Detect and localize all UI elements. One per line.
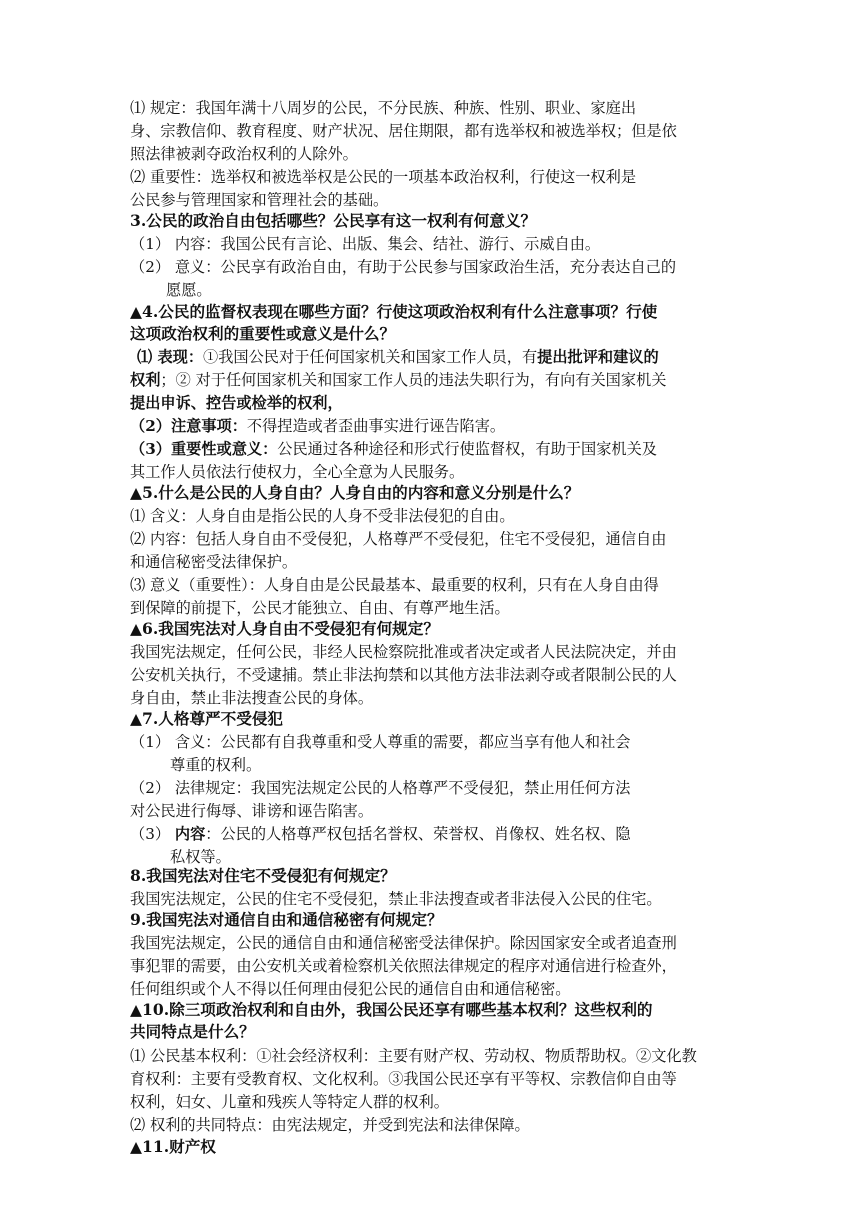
text-segment: 身、宗教信仰、教育程度、财产状况、居住期限，都有选举权和被选举权；但是依 [130, 122, 677, 140]
text-line [130, 641, 677, 663]
text-segment: ⑴ 含义：人身自由是指公民的人身不受非法侵犯的自由。 [130, 507, 515, 525]
text-line [130, 1114, 530, 1136]
text-segment: ⑴ 规定：我国年满十八周岁的公民，不分民族、种族、性别、职业、家庭出 [130, 99, 637, 117]
text-line [130, 1045, 697, 1067]
text-segment: 育权利：主要有受教育权、文化权利。③我国公民还享有平等权、宗教信仰自由等 [130, 1070, 677, 1088]
text-segment: 公民参与管理国家和管理社会的基础。 [130, 191, 389, 209]
text-line [130, 189, 388, 211]
text-line [130, 1068, 677, 1090]
text-line [130, 438, 657, 460]
text-segment: ▲5.什么是公民的人身自由？人身自由的内容和意义分别是什么？ [130, 483, 580, 502]
text-segment: 私权等。 [170, 848, 231, 866]
text-line [130, 505, 515, 527]
text-line [130, 415, 505, 437]
text-line [130, 369, 666, 391]
text-segment: ；② 对于任何国家机关和国家工作人员的违法失职行为，有向有关国家机关 [160, 371, 667, 389]
text-segment: ⑴ 公民基本权利：①社会经济权利：主要有财产权、劳动权、物质帮助权。②文化教 [130, 1047, 697, 1065]
text-segment: 不得捏造或者歪曲事实进行诬告陷害。 [246, 417, 506, 435]
text-segment: 任何组织或个人不得以任何理由侵犯公民的通信自由和通信秘密。 [130, 980, 571, 998]
text-segment: ⑵ 权利的共同特点：由宪法规定，并受到宪法和法律保障。 [130, 1116, 530, 1134]
text-segment: 照法律被剥夺政治权利的人除外。 [130, 145, 358, 163]
text-segment: 公安机关执行，不受逮捕。禁止非法拘禁和以其他方法非法剥夺或者限制公民的人 [130, 666, 677, 684]
question-heading [130, 1021, 255, 1043]
question-heading [130, 708, 283, 730]
bold-text: 提出申诉、控告或检举的权利， [130, 394, 343, 412]
question-heading [130, 210, 536, 232]
text-line [130, 888, 662, 910]
text-segment: 共同特点是什么？ [130, 1022, 255, 1041]
text-line [130, 823, 631, 845]
question-heading [130, 323, 395, 345]
text-segment: ：公民的人格尊严权包括名誉权、荣誉权、肖像权、姓名权、隐 [205, 825, 631, 843]
question-heading [130, 865, 396, 887]
text-line [130, 256, 676, 278]
question-heading [130, 999, 653, 1021]
bold-text: 权利 [130, 371, 161, 389]
text-line [130, 120, 677, 142]
text-line [130, 800, 373, 822]
text-segment: 尊重的权利。 [170, 756, 262, 774]
text-segment: （3） [130, 825, 175, 843]
text-line [130, 664, 677, 686]
question-heading [130, 1136, 216, 1158]
text-segment: 我国宪法规定，公民的住宅不受侵犯，禁止非法搜查或者非法侵入公民的住宅。 [130, 890, 662, 908]
text-segment: ▲7.人格尊严不受侵犯 [130, 709, 284, 728]
text-segment: 8.我国宪法对住宅不受侵犯有何规定？ [130, 866, 396, 885]
text-segment: 对公民进行侮辱、诽谤和诬告陷害。 [130, 802, 373, 820]
text-segment: ▲10.除三项政治权利和自由外，我国公民还享有哪些基本权利？这些权利的 [130, 1000, 653, 1019]
text-segment: ▲11.财产权 [130, 1137, 216, 1156]
text-line [130, 574, 659, 596]
text-segment: 3.公民的政治自由包括哪些？公民享有这一权利有何意义？ [130, 211, 537, 230]
text-segment: 其工作人员依法行使权力，全心全意为人民服务。 [130, 463, 465, 481]
text-line [130, 143, 358, 165]
text-segment: （1） 内容：我国公民有言论、出版、集会、结社、游行、示威自由。 [130, 235, 601, 253]
text-line [170, 754, 261, 776]
text-segment: ⑵ 重要性：选举权和被选举权是公民的一项基本政治权利，行使这一权利是 [130, 168, 637, 186]
text-segment: 我国宪法规定，公民的通信自由和通信秘密受法律保护。除因国家安全或者追查刑 [130, 934, 677, 952]
text-line [130, 392, 343, 414]
text-line [130, 597, 510, 619]
text-segment: ▲6.我国宪法对人身自由不受侵犯有何规定？ [130, 619, 439, 638]
bold-text: （2）注意事项： [130, 417, 247, 435]
text-segment: （2） 法律规定：我国宪法规定公民的人格尊严不受侵犯，禁止用任何方法 [130, 779, 631, 797]
text-line [130, 233, 600, 255]
text-line [130, 166, 636, 188]
text-line [166, 279, 212, 301]
text-segment: 9.我国宪法对通信自由和通信秘密有何规定？ [130, 910, 443, 929]
bold-text: 内容 [174, 825, 206, 843]
bold-text: 提出批评和建议的 [537, 348, 659, 366]
text-segment: ▲4.公民的监督权表现在哪些方面？行使这项政治权利有什么注意事项？行使 [130, 302, 658, 321]
text-segment: 事犯罪的需要，由公安机关或着检察机关依照法律规定的程序对通信进行检查外， [130, 957, 677, 975]
bold-text: （3）重要性或意义： [130, 440, 278, 458]
text-line [130, 461, 464, 483]
question-heading [130, 909, 443, 931]
text-segment: （1） 含义：公民都有自我尊重和受人尊重的需要，都应当享有他人和社会 [130, 733, 631, 751]
question-heading [130, 301, 657, 323]
text-line [130, 97, 636, 119]
text-segment: 愿愿。 [166, 281, 212, 299]
text-line [130, 932, 677, 954]
bold-text: ⑴ 表现： [137, 348, 204, 366]
text-line [137, 346, 659, 368]
text-segment: 公民通过各种途径和形式行使监督权，有助于国家机关及 [277, 440, 657, 458]
text-segment: 和通信秘密受法律保护。 [130, 553, 298, 571]
question-heading [130, 618, 439, 640]
text-segment: 这项政治权利的重要性或意义是什么？ [130, 324, 396, 343]
question-heading [130, 482, 579, 504]
text-line [130, 551, 297, 573]
text-line [130, 955, 677, 977]
text-line [130, 528, 666, 550]
text-line [130, 687, 373, 709]
text-segment: 到保障的前提下，公民才能独立、自由、有尊严地生活。 [130, 599, 510, 617]
text-segment: （2） 意义：公民享有政治自由，有助于公民参与国家政治生活，充分表达自己的 [130, 258, 677, 276]
text-segment: ⑵ 内容：包括人身自由不受侵犯，人格尊严不受侵犯，住宅不受侵犯，通信自由 [130, 530, 667, 548]
text-line [130, 1091, 449, 1113]
text-line [130, 978, 570, 1000]
text-line [130, 777, 631, 799]
text-segment: 身自由，禁止非法搜查公民的身体。 [130, 689, 373, 707]
text-segment: 权利，妇女、儿童和残疾人等特定人群的权利。 [130, 1093, 449, 1111]
text-segment: ⑶ 意义（重要性）：人身自由是公民最基本、最重要的权利，只有在人身自由得 [130, 576, 659, 594]
text-segment: 我国宪法规定，任何公民，非经人民检察院批准或者决定或者人民法院决定，并由 [130, 643, 677, 661]
text-segment: ①我国公民对于任何国家机关和国家工作人员，有 [203, 348, 538, 366]
text-line [130, 731, 631, 753]
